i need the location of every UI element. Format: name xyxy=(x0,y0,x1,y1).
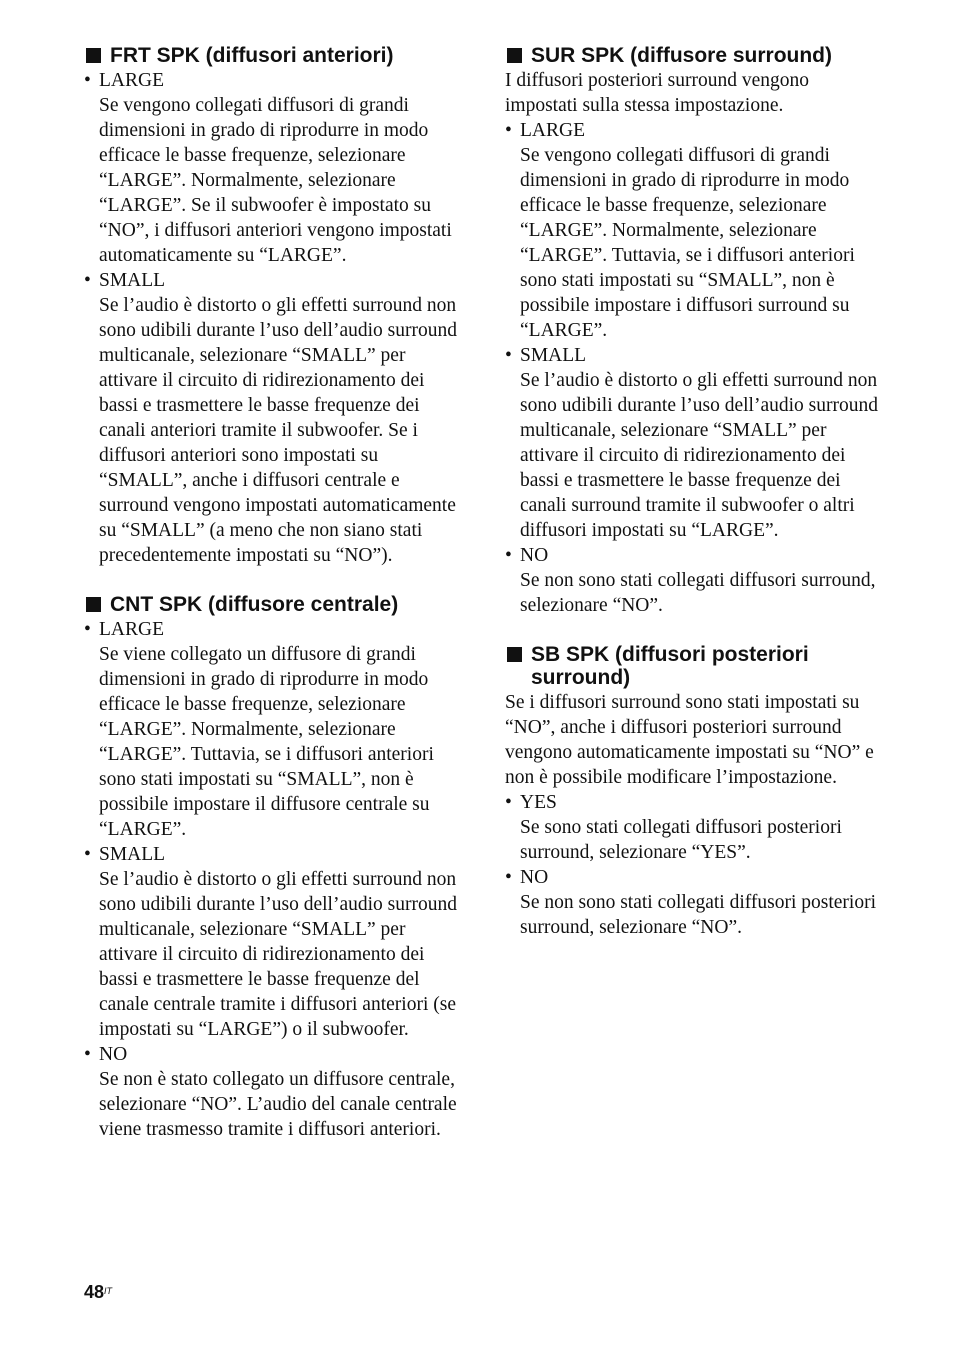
bullet-icon: • xyxy=(84,70,91,91)
option-label: LARGE xyxy=(99,619,164,640)
square-bullet-icon xyxy=(86,48,101,63)
section-cnt-spk xyxy=(84,593,464,1142)
left-column xyxy=(84,44,464,1142)
option-item-large xyxy=(505,118,885,343)
section-title: FRT SPK (diffusori anteriori) xyxy=(110,44,394,67)
option-item-large xyxy=(84,68,464,268)
option-label: LARGE xyxy=(99,70,164,91)
section-frt-spk xyxy=(84,44,464,568)
bullet-icon: • xyxy=(84,619,91,640)
section-heading xyxy=(84,593,464,616)
option-description: Se sono stati collegati diffusori posteriori surround, selezionare “YES”. xyxy=(520,817,842,863)
option-item-small xyxy=(84,842,464,1042)
option-item-small xyxy=(84,268,464,568)
section-sb-spk xyxy=(505,643,885,940)
option-description: Se vengono collegati diffusori di grandi dimensioni in grado di riprodurre in modo efficace le basse frequenze, selezionare “LARGE”. Normalmente, selezionare “LARGE”. Tuttavia, se i diffusori anteriori sono stati impostati su “SMALL”, non è possibile impostare i diffusori surround su “LARGE”. xyxy=(520,145,855,341)
section-heading xyxy=(505,643,885,689)
right-column xyxy=(505,44,885,940)
bullet-icon: • xyxy=(505,345,512,366)
option-label: YES xyxy=(520,792,557,813)
bullet-icon: • xyxy=(505,792,512,813)
section-title: CNT SPK (diffusore centrale) xyxy=(110,593,399,616)
bullet-icon: • xyxy=(84,270,91,291)
bullet-icon: • xyxy=(505,120,512,141)
option-description: Se non sono stati collegati diffusori posteriori surround, selezionare “NO”. xyxy=(520,892,877,938)
section-title: SB SPK (diffusori posteriori surround) xyxy=(531,643,809,689)
bullet-icon: • xyxy=(84,844,91,865)
option-label: LARGE xyxy=(520,120,585,141)
option-description: Se non è stato collegato un diffusore centrale, selezionare “NO”. L’audio del canale centrale viene trasmesso tramite i diffusori anteriori. xyxy=(99,1069,457,1140)
option-item-no xyxy=(505,543,885,618)
option-label: NO xyxy=(520,545,549,566)
page-number xyxy=(84,1282,112,1302)
option-label: NO xyxy=(520,867,549,888)
bullet-icon: • xyxy=(505,867,512,888)
section-intro: Se i diffusori surround sono stati impostati su “NO”, anche i diffusori posteriori surround vengono automaticamente impostati su “NO” e non è possibile modificare l’impostazione. xyxy=(505,692,874,788)
option-item-yes xyxy=(505,790,885,865)
section-sur-spk xyxy=(505,44,885,618)
option-label: NO xyxy=(99,1044,128,1065)
square-bullet-icon xyxy=(507,48,522,63)
option-description: Se l’audio è distorto o gli effetti surround non sono udibili durante l’uso dell’audio surround multicanale, selezionare “SMALL” per attivare il circuito di ridirezionamento dei bassi e trasmettere le basse frequenze del canale centrale tramite i diffusori anteriori (se impostati su “LARGE”) o il subwoofer. xyxy=(99,869,457,1040)
option-description: Se vengono collegati diffusori di grandi dimensioni in grado di riprodurre in modo efficace le basse frequenze, selezionare “LARGE”. Normalmente, selezionare “LARGE”. Se il subwoofer è impostato su “NO”, i diffusori anteriori vengono impostati automaticamente su “LARGE”. xyxy=(99,95,452,266)
bullet-icon: • xyxy=(84,1044,91,1065)
section-title: SUR SPK (diffusore surround) xyxy=(531,44,833,67)
option-label: SMALL xyxy=(99,270,166,291)
option-label: SMALL xyxy=(99,844,166,865)
option-item-small xyxy=(505,343,885,543)
option-description: Se viene collegato un diffusore di grandi dimensioni in grado di riprodurre in modo efficace le basse frequenze, selezionare “LARGE”. Normalmente, selezionare “LARGE”. Tuttavia, se i diffusori anteriori sono stati impostati su “SMALL”, non è possibile impostare il diffusore centrale su “LARGE”. xyxy=(99,644,434,840)
section-heading xyxy=(84,44,464,67)
bullet-icon: • xyxy=(505,545,512,566)
option-item-no xyxy=(84,1042,464,1142)
option-item-no xyxy=(505,865,885,940)
square-bullet-icon xyxy=(507,647,522,662)
page-number-value: 48 xyxy=(84,1282,105,1302)
option-label: SMALL xyxy=(520,345,587,366)
section-heading xyxy=(505,44,885,67)
option-item-large xyxy=(84,617,464,842)
option-description: Se l’audio è distorto o gli effetti surround non sono udibili durante l’uso dell’audio surround multicanale, selezionare “SMALL” per attivare il circuito di ridirezionamento dei bassi e trasmettere le basse frequenze dei canali anteriori tramite il subwoofer. Se i diffusori anteriori sono impostati su “SMALL”, anche i diffusori centrale e surround vengono impostati automaticamente su “SMALL” (a meno che non siano stati precedentemente impostati su “NO”). xyxy=(99,295,457,566)
option-description: Se non sono stati collegati diffusori surround, selezionare “NO”. xyxy=(520,570,876,616)
square-bullet-icon xyxy=(86,597,101,612)
section-intro: I diffusori posteriori surround vengono impostati sulla stessa impostazione. xyxy=(505,70,810,116)
language-code: IT xyxy=(104,1286,113,1296)
option-description: Se l’audio è distorto o gli effetti surround non sono udibili durante l’uso dell’audio surround multicanale, selezionare “SMALL” per attivare il circuito di ridirezionamento dei bassi e trasmettere le basse frequenze dei canali surround tramite il subwoofer o altri diffusori impostati su “LARGE”. xyxy=(520,370,878,541)
